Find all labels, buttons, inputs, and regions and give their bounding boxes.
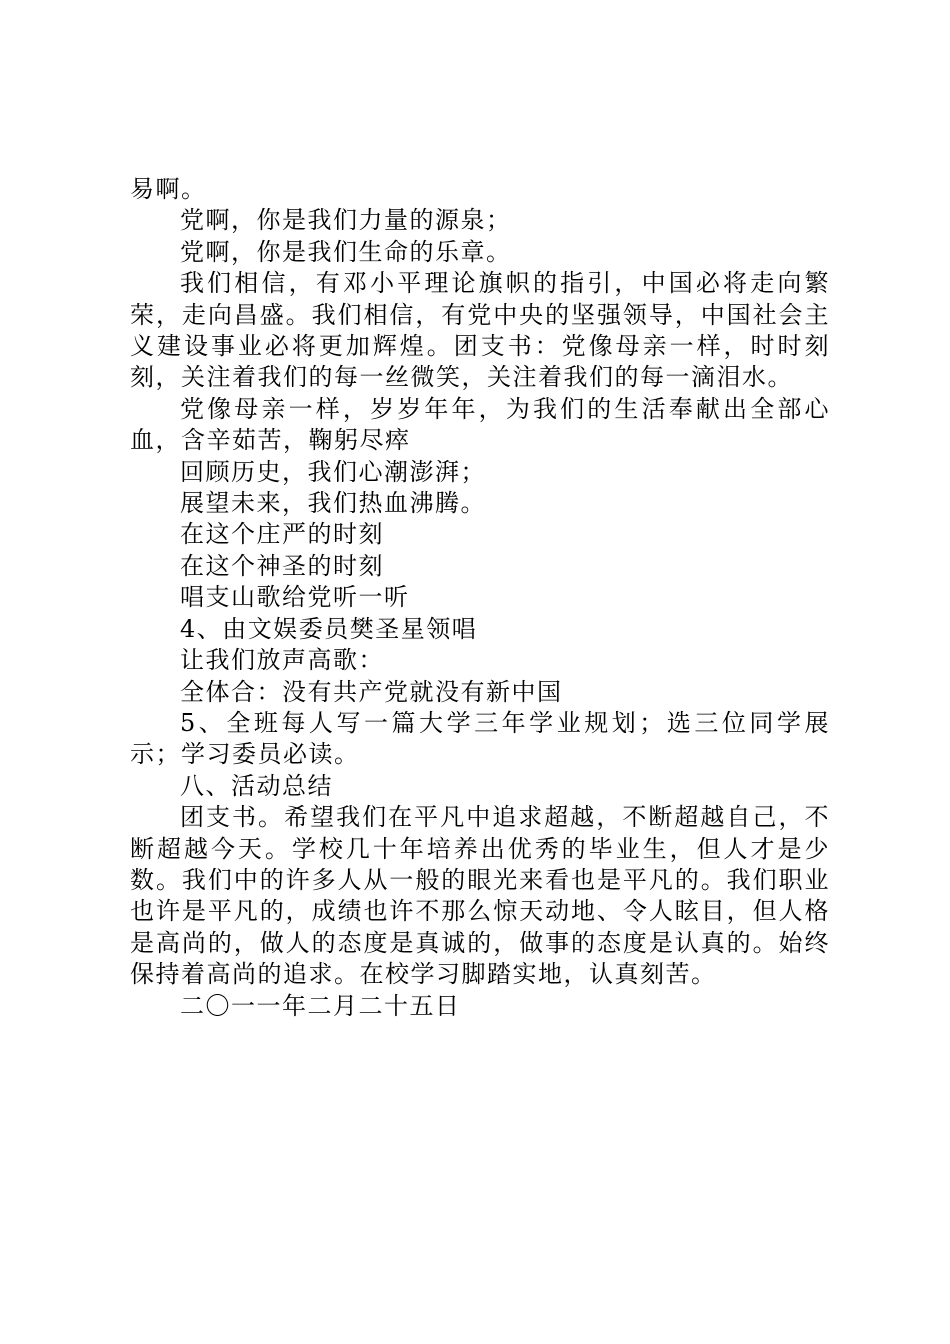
paragraph: 我们相信，有邓小平理论旗帜的指引，中国必将走向繁荣，走向昌盛。我们相信，有党中央的坚强领导，中国社会主义建设事业必将更加辉煌。团支书：党像母亲一样，时时刻刻，关注着我们的每一丝微笑，关注着我们的每一滴泪水。 <box>130 269 830 392</box>
paragraph: 党啊，你是我们生命的乐章。 <box>180 237 512 266</box>
paragraph: 4、由文娱委员樊圣星领唱 <box>180 614 478 643</box>
paragraph: 5、全班每人写一篇大学三年学业规划；选三位同学展示；学习委员必读。 <box>130 708 830 769</box>
paragraph: 让我们放声高歌： <box>180 646 384 675</box>
paragraph: 党啊，你是我们力量的源泉； <box>180 206 512 235</box>
paragraph: 党像母亲一样，岁岁年年，为我们的生活奉献出全部心血，含辛茹苦，鞠躬尽瘁 <box>130 394 830 455</box>
section-heading: 八、活动总结 <box>180 771 333 800</box>
paragraph: 回顾历史，我们心潮澎湃； <box>180 457 486 486</box>
paragraph: 在这个庄严的时刻 <box>180 520 384 549</box>
paragraph: 团支书。希望我们在平凡中追求超越，不断超越自己，不断超越今天。学校几十年培养出优秀的毕业生，但人才是少数。我们中的许多人从一般的眼光来看也是平凡的。我们职业也许是平凡的，成绩也许不那么惊天动地、令人眩目，但人格是高尚的，做人的态度是真诚的，做事的态度是认真的。始终保持着高尚的追求。在校学习脚踏实地，认真刻苦。 <box>130 803 830 989</box>
paragraph: 在这个神圣的时刻 <box>180 551 384 580</box>
paragraph: 唱支山歌给党听一听 <box>180 583 410 612</box>
paragraph: 全体合：没有共产党就没有新中国 <box>180 677 563 706</box>
date-line: 二〇一一年二月二十五日 <box>180 991 461 1020</box>
paragraph: 展望未来，我们热血沸腾。 <box>180 489 486 518</box>
document-body <box>130 174 830 1022</box>
paragraph: 易啊。 <box>130 175 207 203</box>
